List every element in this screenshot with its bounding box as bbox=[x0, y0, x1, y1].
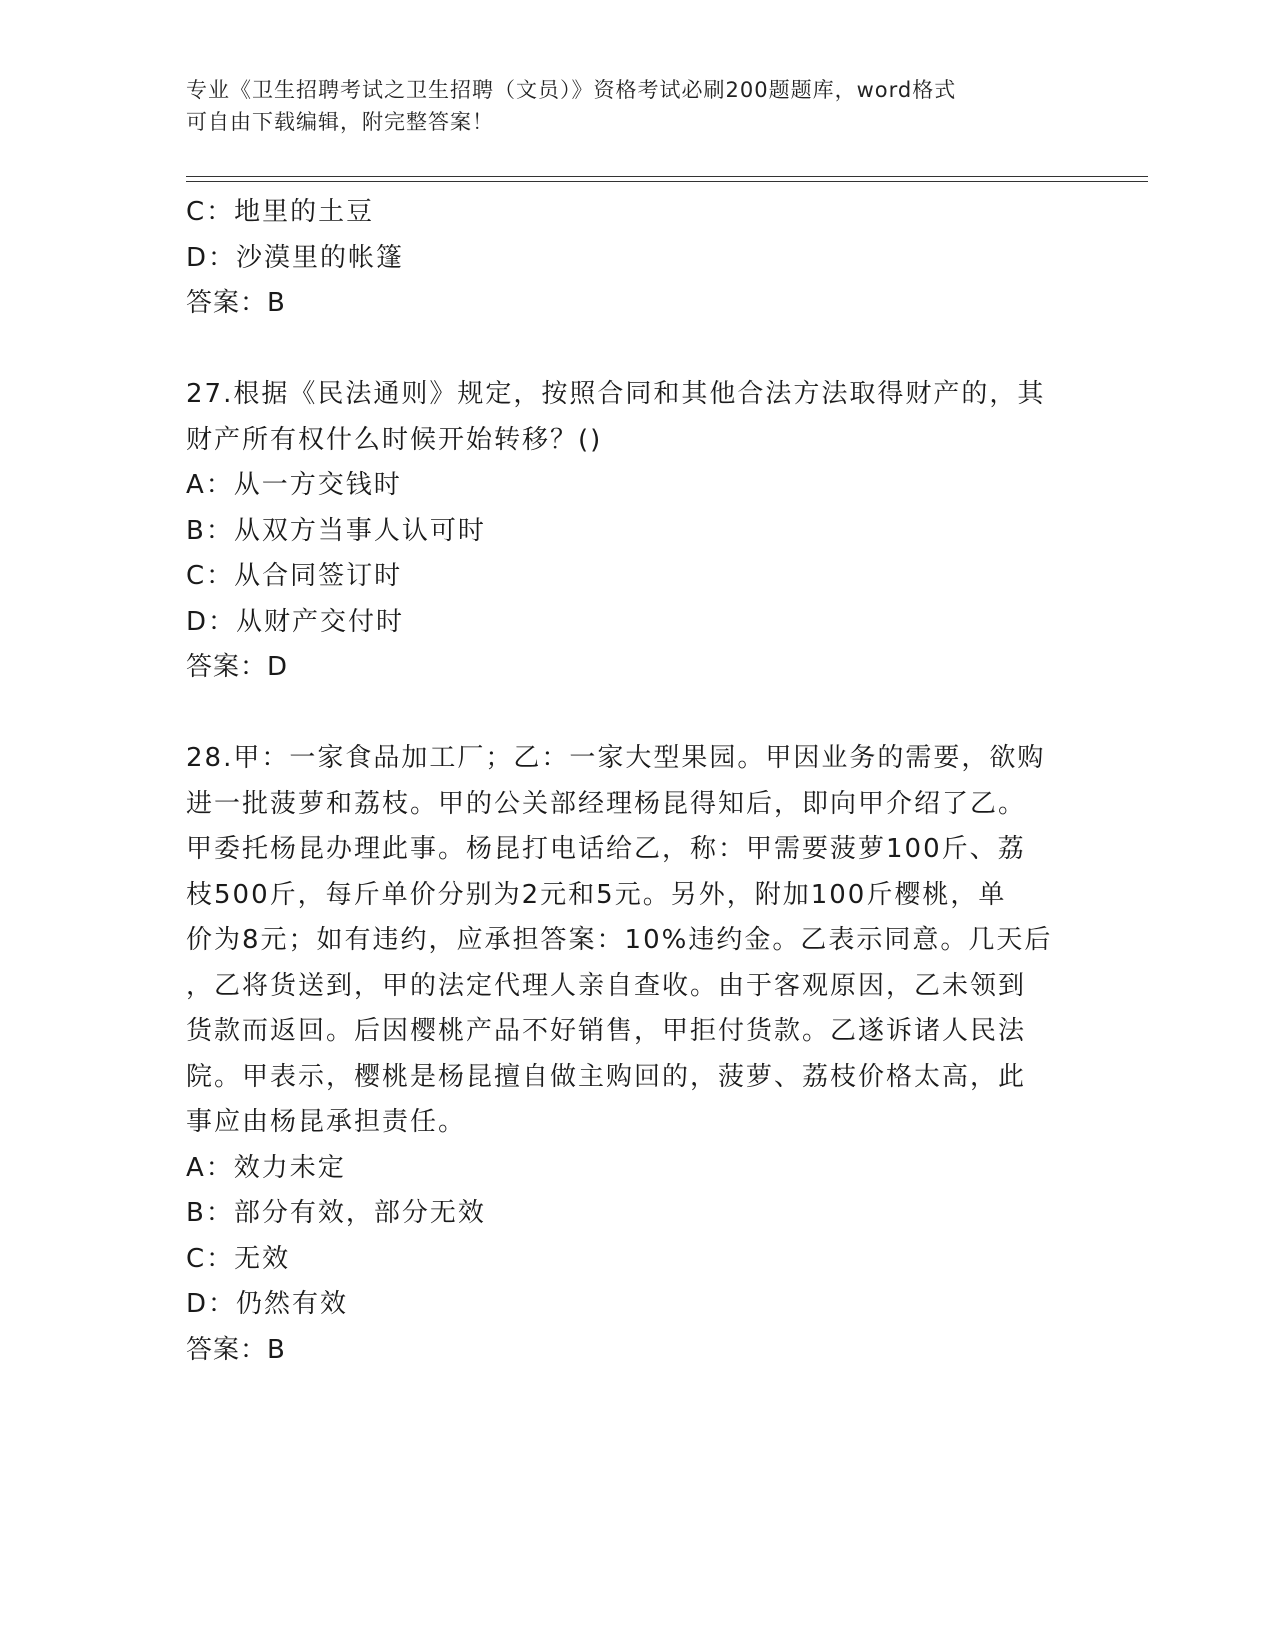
spacer bbox=[186, 691, 1066, 737]
question-stem-line: 枝500斤，每斤单价分别为2元和5元。另外，附加100斤樱桃，单 bbox=[186, 879, 1007, 910]
question-stem-line: 院。甲表示，樱桃是杨昆擅自做主购回的，菠萝、荔枝价格太高，此 bbox=[186, 1061, 1027, 1092]
header-title-line-2: 可自由下载编辑，附完整答案！ bbox=[186, 110, 494, 134]
option-d: D：从财产交付时 bbox=[186, 606, 405, 637]
option-a: A：从一方交钱时 bbox=[186, 470, 402, 500]
question-stem-line: 甲委托杨昆办理此事。杨昆打电话给乙，称：甲需要菠萝100斤、荔 bbox=[186, 834, 1026, 864]
spacer bbox=[186, 327, 1066, 373]
document-body bbox=[186, 190, 1066, 1373]
question-stem-line: 价为8元；如有违约，应承担答案：10%违约金。乙表示同意。几天后 bbox=[186, 925, 1053, 955]
question-stem-line: 货款而返回。后因樱桃产品不好销售，甲拒付货款。乙遂诉诸人民法 bbox=[186, 1016, 1027, 1046]
document-header bbox=[186, 74, 1076, 138]
header-divider-secondary bbox=[186, 181, 1148, 182]
header-divider bbox=[186, 176, 1148, 177]
answer: 答案：B bbox=[186, 1334, 286, 1365]
question-stem-line: 事应由杨昆承担责任。 bbox=[186, 1107, 467, 1137]
question-stem-line: 28.甲：一家食品加工厂；乙：一家大型果园。甲因业务的需要，欲购 bbox=[186, 743, 1046, 773]
header-title-line-1: 专业《卫生招聘考试之卫生招聘（文员）》资格考试必刷200题题库，word格式 bbox=[186, 78, 957, 102]
option-b: B：从双方当事人认可时 bbox=[186, 515, 486, 546]
question-26-tail bbox=[186, 190, 1066, 327]
question-stem-line: ，乙将货送到，甲的法定代理人亲自查收。由于客观原因，乙未领到 bbox=[186, 970, 1027, 1001]
answer: 答案：D bbox=[186, 652, 289, 682]
question-28 bbox=[186, 736, 1066, 1373]
option-b: B：部分有效，部分无效 bbox=[186, 1198, 486, 1228]
option-c: C：无效 bbox=[186, 1243, 291, 1274]
option-c: C：从合同签订时 bbox=[186, 561, 403, 591]
option-a: A：效力未定 bbox=[186, 1152, 346, 1183]
question-27 bbox=[186, 372, 1066, 691]
question-stem-line: 进一批菠萝和荔枝。甲的公关部经理杨昆得知后，即向甲介绍了乙。 bbox=[186, 788, 1027, 819]
option-d: D：仍然有效 bbox=[186, 1289, 349, 1319]
question-stem-line: 财产所有权什么时候开始转移？() bbox=[186, 424, 603, 455]
question-stem-line: 27.根据《民法通则》规定，按照合同和其他合法方法取得财产的，其 bbox=[186, 379, 1046, 409]
option-d: D：沙漠里的帐篷 bbox=[186, 242, 405, 273]
option-c: C：地里的土豆 bbox=[186, 197, 375, 227]
answer: 答案：B bbox=[186, 288, 286, 318]
